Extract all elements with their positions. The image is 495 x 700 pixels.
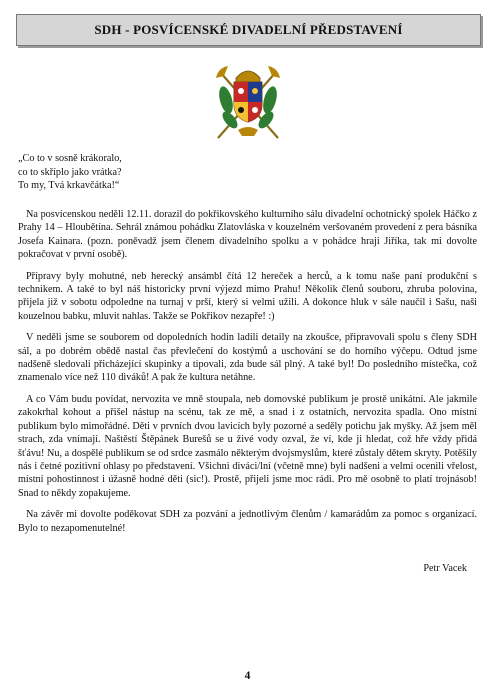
paragraph: Na posvícenskou neděli 12.11. dorazil do pokřikovského kulturního sálu divadelní ochotnický spolek Háčko z Prahy 14 – Hloubětína. Sehrál známou pohádku Zlatovláska v kouzelném veršovaném provedení z pera básníka Josefa Kainara. (pozn. poněvadž jsem členem divadelního spolku a v pohádce hraji Jiříka, tak mi dovolte pokračovat v první osobě). (18, 209, 477, 261)
poem-line: To my, Tvá krkavčátka!“ (18, 180, 120, 191)
paragraph: Na závěr mi dovolte poděkovat SDH za pozvání a jednotlivým členům / kamarádům za pomoc s organizací. Bylo to nezapomenutelné! (18, 509, 477, 534)
paragraph: V neděli jsme se souborem od dopoledních hodin ladili detaily na zkoušce, připravovali spolu s členy SDH sál, a po dobrém obědě nastal čas převlečení do kostýmů a uschování se do horního výčepu. Odtud jsme nadšeně sledovali přicházející skupinky a tipovali, zda bude sál plný. A také byl! Do posledního místečka, což znamenalo více než 110 diváků! A pak že kultura netáhne. (18, 332, 477, 384)
author-signature: Petr Vacek (423, 563, 467, 574)
paragraph: A co Vám budu povídat, nervozita ve mně stoupala, neb domovské publikum je prostě unikátní. Ale jakmile zakokrhal kohout a přišel nástup na scénu, tak ze mě, a snad i z ostatních, nervozita spadla. Ono místní publikum bylo mimořádné. Děti v prvních dvou lavicích byly pozorné a seděly potichu jak myšky. Až jsem měl strach, zda vnímají. Naštěstí Štěpánek Burešů se u živé vody ozval, že ví, kde ji hledat, což hře vždy přidá šťávu! Nu, a dospělé publikum se od srdce zasmálo některým dvojsmyslům, které zůstaly dětem skryty. Potěšily nás i četné pozitivní ohlasy po představení. Všichni diváci/lní (včetně mne) byli nadšeni a velmi ocenili vřelost, místní pohostinnost i úžasně hodné děti (sic!). Prostě, přijeli jsme moc rádi. Pro mě osobně to platí trojnásob! Snad to někdy zopakujeme. (18, 393, 477, 499)
poem-line: „Co to v sosně krákoralo, (18, 153, 122, 164)
page-number: 4 (244, 670, 251, 682)
poem-line: co to skřípl​o jako vrátka? (18, 166, 122, 178)
poem (18, 152, 318, 193)
paragraph: Přípravy byly mohutné, neb herecký ansámbl čítá 12 hereček a herců, a k tomu naše paní produkční s technikem. A také to byl náš historicky první výjezd mimo Prahu! Několik členů souboru, zhruba polovina, přijela již v sobotu odpoledne na turnaj v prší, který si velmi užili. A dokonce hluk v sále naučil i Sašu, naši kouzelnou babku, mluvit nahlas. Takže se Pokřikov nezapře! :) (18, 270, 477, 322)
fire-brigade-emblem-icon (208, 60, 288, 142)
page-title: SDH - POSVÍCENSKÉ DIVADELNÍ PŘEDSTAVENÍ (16, 14, 481, 46)
article-body (18, 208, 477, 543)
